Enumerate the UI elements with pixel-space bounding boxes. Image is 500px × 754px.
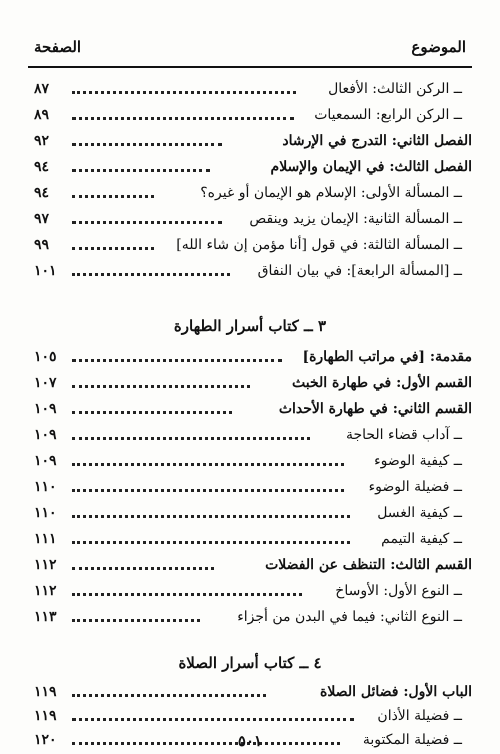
leader-dots <box>72 515 350 518</box>
leader-dots <box>72 221 222 224</box>
leader-dots <box>72 195 154 198</box>
leader-dots <box>72 718 354 721</box>
toc-entry: ــ فضيلة المكتوبة ١٢٠ <box>28 728 472 754</box>
page-column-heading: الصفحة <box>34 38 82 56</box>
toc-entry: ــ الركن الثالث: الأفعال ٨٧ <box>28 77 472 103</box>
leader-dots <box>72 437 310 440</box>
leader-dots <box>72 463 344 466</box>
entry-page: ١٠٩ <box>34 401 57 417</box>
toc-entry: ــ المسألة الثانية: الإيمان يزيد وينقص ٩٧ <box>28 207 472 233</box>
entry-page: ١٠١ <box>34 263 57 279</box>
leader-dots <box>72 169 210 172</box>
toc-entry <box>28 129 472 155</box>
section-heading: ٣ ــ كتاب أسرار الطهارة <box>173 317 327 335</box>
entry-title: النوع الثاني: فيما في البدن من أجزاء <box>237 609 450 625</box>
entry-title: فضيلة الوضوء <box>368 479 450 495</box>
toc-entry: ــ كيفية التيمم ١١١ <box>28 527 472 553</box>
entry-page: ١٢٠ <box>34 732 57 748</box>
section-heading: ٤ ــ كتاب أسرار الصلاة <box>178 654 322 672</box>
leader-dots <box>72 411 232 414</box>
entry-title: الباب الأول: فضائل الصلاة <box>317 680 472 704</box>
toc-entry: ــ النوع الأول: الأوساخ ١١٢ <box>28 579 472 605</box>
entry-title: القسم الثالث: التنظف عن الفضلات <box>262 553 472 577</box>
toc-entry: ــ النوع الثاني: فيما في البدن من أجزاء ١١٣ <box>28 605 472 631</box>
toc-entry: ــ المسألة الثالثة: في قول [أنا مؤمن إن شاء الله] ٩٩ <box>28 233 472 259</box>
entry-page: ١١٢ <box>34 583 57 599</box>
entry-title: الفصل الثالث: في الإيمان والإسلام <box>268 155 472 179</box>
entry-title: الفصل الثاني: التدرج في الإرشاد <box>279 129 472 153</box>
entry-page: ٨٧ <box>34 81 50 97</box>
toc-entry: ــ الركن الرابع: السمعيات ٨٩ <box>28 103 472 129</box>
entry-page: ١١٢ <box>34 557 57 573</box>
leader-dots <box>72 359 282 362</box>
entry-page: ١٠٧ <box>34 375 57 391</box>
toc-entry: ــ آداب قضاء الحاجة ١٠٩ <box>28 423 472 449</box>
toc-entry <box>28 553 472 579</box>
leader-dots <box>72 273 230 276</box>
entry-page: ٩٢ <box>34 133 50 149</box>
leader-dots <box>72 117 294 120</box>
entry-page: ١٠٩ <box>34 427 57 443</box>
leader-dots <box>72 91 296 94</box>
entry-title: [المسألة الرابعة]: في بيان النفاق <box>257 263 450 279</box>
toc-entry <box>28 345 472 371</box>
entry-title: القسم الأول: في طهارة الخبث <box>289 371 472 395</box>
header-rule <box>28 66 472 68</box>
entry-page: ١٠٥ <box>34 349 57 365</box>
toc-entry: ــ كيفية الغسل ١١٠ <box>28 501 472 527</box>
toc-entry: ــ فضيلة الوضوء ١١٠ <box>28 475 472 501</box>
entry-page: ١١٠ <box>34 479 57 495</box>
entry-page: ١١٩ <box>34 708 57 724</box>
page-number: ٥٠١ <box>237 732 263 750</box>
entry-title: كيفية الوضوء <box>374 453 450 469</box>
toc-entry <box>28 155 472 181</box>
toc-entry: ــ كيفية الوضوء ١٠٩ <box>28 449 472 475</box>
entry-title: المسألة الثالثة: في قول [أنا مؤمن إن شاء الله] <box>176 237 450 253</box>
toc-entry: ــ [المسألة الرابعة]: في بيان النفاق ١٠١ <box>28 259 472 285</box>
leader-dots <box>72 385 250 388</box>
toc-header <box>34 38 466 64</box>
entry-title: النوع الأول: الأوساخ <box>335 583 450 599</box>
leader-dots <box>72 593 302 596</box>
toc-entry: ــ المسألة الأولى: الإسلام هو الإيمان أو غيره؟ ٩٤ <box>28 181 472 207</box>
entry-page: ٩٩ <box>34 237 50 253</box>
leader-dots <box>72 694 266 697</box>
leader-dots <box>72 567 214 570</box>
toc-entry <box>28 371 472 397</box>
entry-page: ١٠٩ <box>34 453 57 469</box>
toc-entry: ــ فضيلة الأذان ١١٩ <box>28 704 472 730</box>
leader-dots <box>72 541 350 544</box>
entry-title: المسألة الأولى: الإسلام هو الإيمان أو غيره؟ <box>200 185 450 201</box>
entry-title: القسم الثاني: في طهارة الأحداث <box>276 397 472 421</box>
entry-page: ١١٣ <box>34 609 57 625</box>
entry-title: الركن الثالث: الأفعال <box>328 81 450 97</box>
entry-title: الركن الرابع: السمعيات <box>314 107 450 123</box>
leader-dots <box>72 143 222 146</box>
entry-title: كيفية الغسل <box>377 505 450 521</box>
entry-page: ٩٧ <box>34 211 50 227</box>
entry-page: ١١١ <box>34 531 57 547</box>
entry-title: المسألة الثانية: الإيمان يزيد وينقص <box>249 211 450 227</box>
toc-entry <box>28 680 472 706</box>
leader-dots <box>72 619 200 622</box>
entry-title: آداب قضاء الحاجة <box>345 427 450 443</box>
entry-page: ٩٤ <box>34 159 50 175</box>
entry-page: ٨٩ <box>34 107 50 123</box>
leader-dots <box>72 489 344 492</box>
entry-page: ٩٤ <box>34 185 50 201</box>
entry-title: مقدمة: [في مراتب الطهارة] <box>299 345 472 369</box>
entry-page: ١١٠ <box>34 505 57 521</box>
entry-page: ١١٩ <box>34 684 57 700</box>
entry-title: كيفية التيمم <box>381 531 450 547</box>
entry-title: فضيلة الأذان <box>377 708 450 724</box>
leader-dots <box>72 247 154 250</box>
toc-entry <box>28 397 472 423</box>
topic-column-heading: الموضوع <box>411 38 466 56</box>
entry-title: فضيلة المكتوبة <box>362 732 450 748</box>
